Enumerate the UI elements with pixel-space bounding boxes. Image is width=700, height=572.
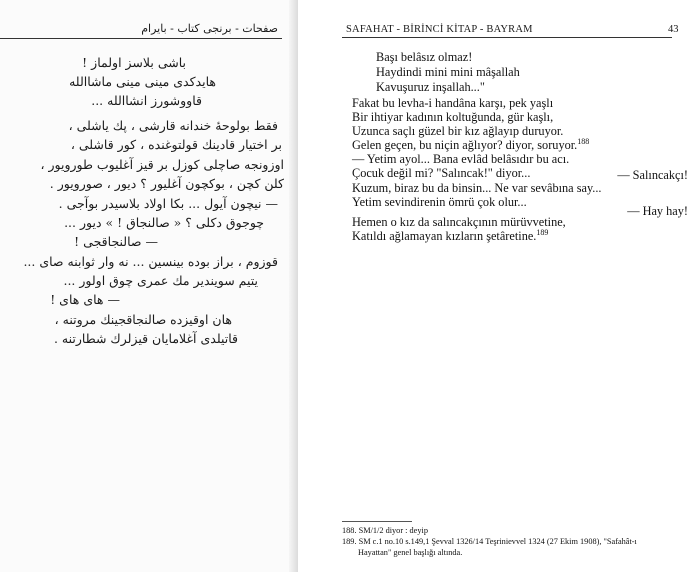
ottoman-verse-line: — نيچون آيول ... بكا اولاد بلاسيدر بوآجى .: [58, 196, 278, 211]
verse-line: Kuzum, biraz bu da binsin... Ne var sevâbına say...: [352, 181, 602, 195]
page-number: 43: [668, 24, 679, 35]
right-running-header: SAFAHAT - BİRİNCİ KİTAP - BAYRAM: [346, 24, 533, 35]
verse-line: Çocuk değil mi? "Salıncak!" diyor...: [352, 166, 531, 180]
ottoman-verse-line: قوزوم ، براز بوده بينسين ... نه وار ثوابنه صاى ...: [23, 254, 278, 269]
verse-line-right: — Salıncakçı!: [617, 168, 688, 182]
verse-line: Hemen o kız da salıncakçının mürüvvetine,: [352, 215, 566, 229]
ottoman-verse-line: يتيم سويندير مك عمرى چوق اولور ...: [63, 273, 258, 288]
ottoman-verse-line: هان اوقيزده صالنجاقجينك مروتنه ،: [54, 312, 232, 327]
left-running-header: صفحات - برنجى كتاب - بايرام: [141, 22, 278, 35]
left-page: [0, 0, 298, 572]
footnote-189: 189. SM c.1 no.10 s.149,1 Şevval 1326/14 Teşrinievvel 1324 (27 Ekim 1908), "Safahât-ı: [342, 537, 637, 546]
verse-line: Başı belâsız olmaz!: [376, 50, 473, 64]
ottoman-verse-line: قاتيلدى آغلامايان قيزلرك شطارتنه .: [53, 331, 238, 346]
footnote-189-continuation: Hayattan" genel başlığı altında.: [358, 548, 463, 557]
verse-line: [352, 229, 548, 243]
verse-line: Yetim sevindirenin ömrü çok olur...: [352, 195, 527, 209]
ottoman-verse-line: باشى بلاسز اولماز !: [82, 55, 186, 70]
ottoman-verse-line: اوزونجه صاچلى كوزل بر قيز آغليوب طورويور ،: [40, 157, 284, 172]
ottoman-verse-line: بر اختيار قادينك قولتوغنده ، كور قاشلى ،: [70, 137, 282, 152]
footnote-ref-188[interactable]: 188: [577, 136, 590, 146]
verse-line: [352, 138, 589, 152]
right-page: [298, 0, 700, 572]
ottoman-verse-line: چوجوق دكلى ؟ « صالنجاق ! » ديور ...: [64, 215, 264, 230]
verse-text: Gelen geçen, bu niçin ağlıyor? diyor, soruyor.: [352, 138, 578, 152]
ottoman-verse-line: كلن كچن ، بوكچون آغليور ؟ ديور ، صورويور .: [49, 176, 284, 191]
ottoman-verse-line: — صالنجاقجى !: [74, 234, 158, 249]
ottoman-verse-line: قاووشورز انشاالله ...: [91, 93, 202, 108]
ottoman-verse-line: هايدكدى مينى مينى ماشاالله: [69, 74, 216, 89]
verse-line: — Yetim ayol... Bana evlâd belâsıdır bu acı.: [352, 152, 570, 166]
verse-line: Bir ihtiyar kadının koltuğunda, gür kaşlı,: [352, 110, 554, 124]
verse-line: Kavuşuruz inşallah...": [376, 80, 485, 94]
verse-line: Uzunca saçlı güzel bir kız ağlayıp duruyor.: [352, 124, 564, 138]
ottoman-verse-line: فقط بولوحهٔ خندانه قارشى ، پك ياشلى ،: [68, 118, 278, 133]
right-header-rule: [342, 37, 672, 38]
verse-line: Haydindi mini mini mâşallah: [376, 65, 520, 79]
verse-line: Fakat bu levha-i handâna karşı, pek yaşlı: [352, 96, 554, 110]
left-header-rule: [0, 38, 282, 39]
footnote-ref-189[interactable]: 189: [536, 227, 549, 237]
ottoman-verse-line: — هاى هاى !: [50, 292, 120, 307]
verse-line-right: — Hay hay!: [627, 204, 688, 218]
footnote-188: 188. SM/1/2 diyor : deyip: [342, 526, 428, 535]
verse-text: Katıldı ağlamayan kızların şetâretine.: [352, 229, 537, 243]
footnote-rule: [342, 521, 412, 522]
